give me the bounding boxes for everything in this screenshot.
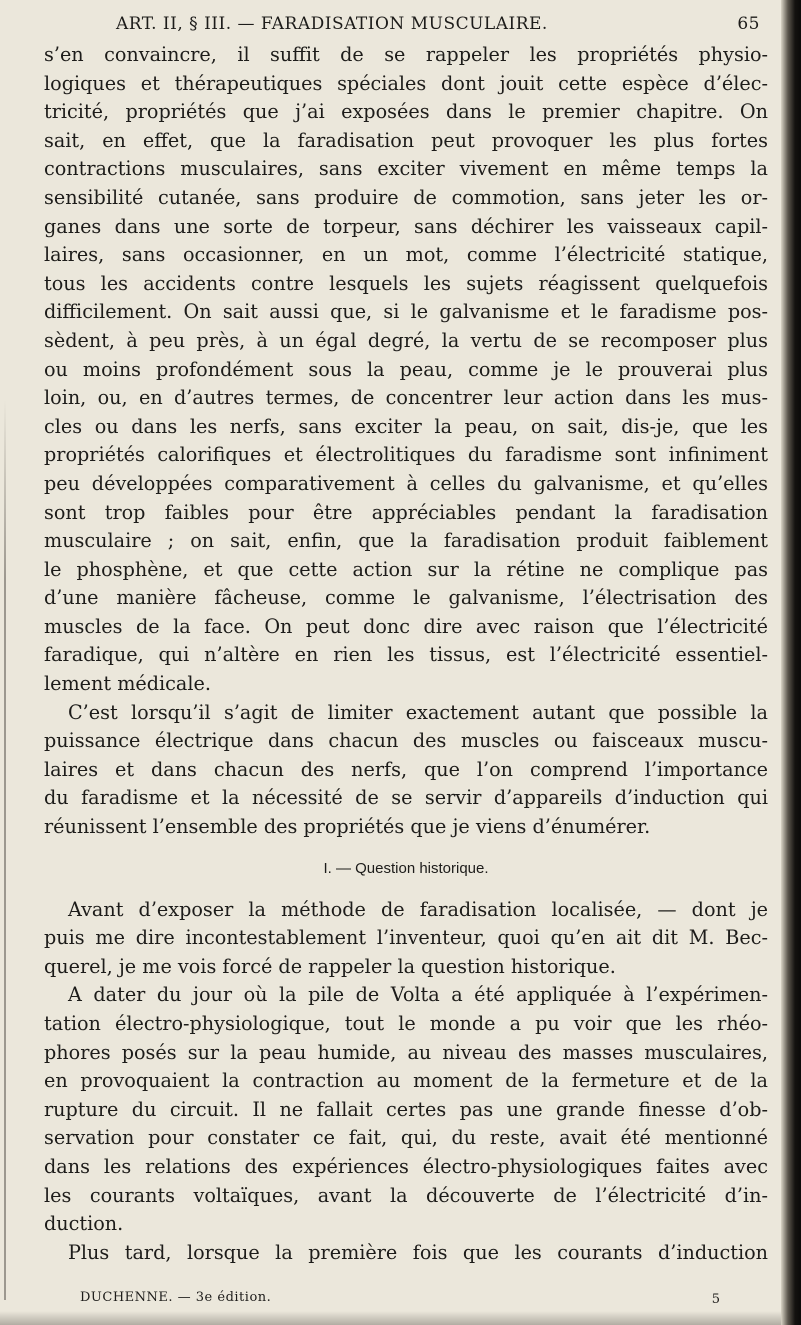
running-title: ART. II, § III. — FARADISATION MUSCULAIRE.: [116, 14, 548, 34]
paragraph-5: [44, 1239, 768, 1268]
text-line: les courants voltaïques, avant la découverte de l’électricité d’in-: [44, 1183, 768, 1207]
text-line: logiques et thérapeutiques spéciales dont jouit cette espèce d’élec-: [44, 71, 768, 95]
text-line: contractions musculaires, sans exciter vivement en même temps la: [44, 157, 768, 181]
text-line: peu développées comparativement à celles du galvanisme, et qu’elles: [44, 471, 768, 495]
text-line: cles ou dans les nerfs, sans exciter la peau, on sait, dis-je, que les: [44, 414, 768, 438]
text-line: rupture du circuit. Il ne fallait certes pas une grande finesse d’ob-: [44, 1097, 768, 1121]
paragraph-4: [44, 981, 768, 1238]
text-line: puis me dire incontestablement l’inventeur, quoi qu’en ait dit M. Bec-: [44, 926, 768, 950]
paragraph-1: [44, 41, 768, 699]
text-line: tation électro-physiologique, tout le monde a pu voir que les rhéo-: [44, 1012, 768, 1035]
text-line: laires et dans chacun des nerfs, que l’on comprend l’importance: [44, 757, 768, 781]
page-footer: [80, 1290, 760, 1312]
text-line: querel, je me vois forcé de rappeler la question historique.: [44, 954, 616, 978]
text-line: loin, ou, en d’autres termes, de concentrer leur action dans les mus-: [44, 386, 768, 410]
text-line: difficilement. On sait aussi que, si le galvanisme et le faradisme pos-: [44, 300, 768, 324]
text-line: duction.: [44, 1212, 124, 1236]
text-line: A dater du jour où la pile de Volta a été appliquée à l’expérimen-: [68, 983, 768, 1007]
text-line: lement médicale.: [44, 672, 211, 696]
text-line: Avant d’exposer la méthode de faradisation localisée, — dont je: [68, 897, 768, 921]
bottom-edge-shadow: [0, 1311, 801, 1325]
printer-signature: DUCHENNE. — 3e édition.: [80, 1290, 272, 1305]
paragraph-3: [44, 896, 768, 982]
text-line: propriétés calorifiques et électrolitiques du faradisme sont infiniment: [44, 443, 768, 467]
text-line: ou moins profondément sous la peau, comme je le prouverai plus: [44, 357, 768, 381]
text-line: sèdent, à peu près, à un égal degré, la vertu de se recomposer plus: [44, 328, 768, 352]
book-spine: [781, 0, 801, 1325]
text-line: tricité, propriétés que j’ai exposées dans le premier chapitre. On: [44, 100, 768, 124]
text-line: sait, en effet, que la faradisation peut provoquer les plus fortes: [44, 128, 768, 152]
text-line: ganes dans une sorte de torpeur, sans déchirer les vaisseaux capil-: [44, 214, 768, 238]
text-line: tous les accidents contre lesquels les sujets réagissent quelquefois: [44, 271, 768, 295]
text-line: réunissent l’ensemble des propriétés que je viens d’énumérer.: [44, 815, 651, 839]
paragraph-2: [44, 699, 768, 842]
text-line: servation pour constater ce fait, qui, du reste, avait été mentionné: [44, 1126, 768, 1150]
section-heading: I. — Question historique.: [323, 859, 489, 877]
text-line: faradique, qui n’altère en rien les tissus, est l’électricité essentiel-: [44, 643, 768, 667]
page-number: 65: [737, 14, 760, 34]
text-line: d’une manière fâcheuse, comme le galvanisme, l’électrisation des: [44, 586, 768, 610]
text-line: puissance électrique dans chacun des muscles ou faisceaux muscu-: [44, 729, 768, 753]
body-text: [44, 41, 768, 1267]
signature-mark: 5: [711, 1292, 720, 1307]
text-line: Plus tard, lorsque la première fois que les courants d’induction: [68, 1240, 768, 1264]
text-line: laires, sans occasionner, en un mot, comme l’électricité statique,: [44, 243, 768, 267]
text-line: s’en convaincre, il suffit de se rappeler les propriétés physio-: [44, 43, 768, 66]
text-line: musculaire ; on sait, enfin, que la faradisation produit faiblement: [44, 529, 768, 553]
text-line: C’est lorsqu’il s’agit de limiter exactement autant que possible la: [68, 700, 768, 724]
page-header: [48, 8, 770, 38]
text-line: muscles de la face. On peut donc dire avec raison que l’électricité: [44, 614, 768, 638]
text-line: sensibilité cutanée, sans produire de commotion, sans jeter les or-: [44, 185, 768, 209]
page-edge-shadow: [4, 400, 6, 1300]
text-line: en provoquaient la contraction au moment de la fermeture et de la: [44, 1069, 768, 1093]
text-line: le phosphène, et que cette action sur la rétine ne complique pas: [44, 557, 768, 581]
text-line: du faradisme et la nécessité de se servir d’appareils d’induction qui: [44, 786, 768, 810]
text-line: dans les relations des expériences électro-physiologiques faites avec: [44, 1154, 768, 1178]
text-line: sont trop faibles pour être appréciables pendant la faradisation: [44, 500, 768, 524]
text-line: phores posés sur la peau humide, au niveau des masses musculaires,: [44, 1040, 768, 1064]
